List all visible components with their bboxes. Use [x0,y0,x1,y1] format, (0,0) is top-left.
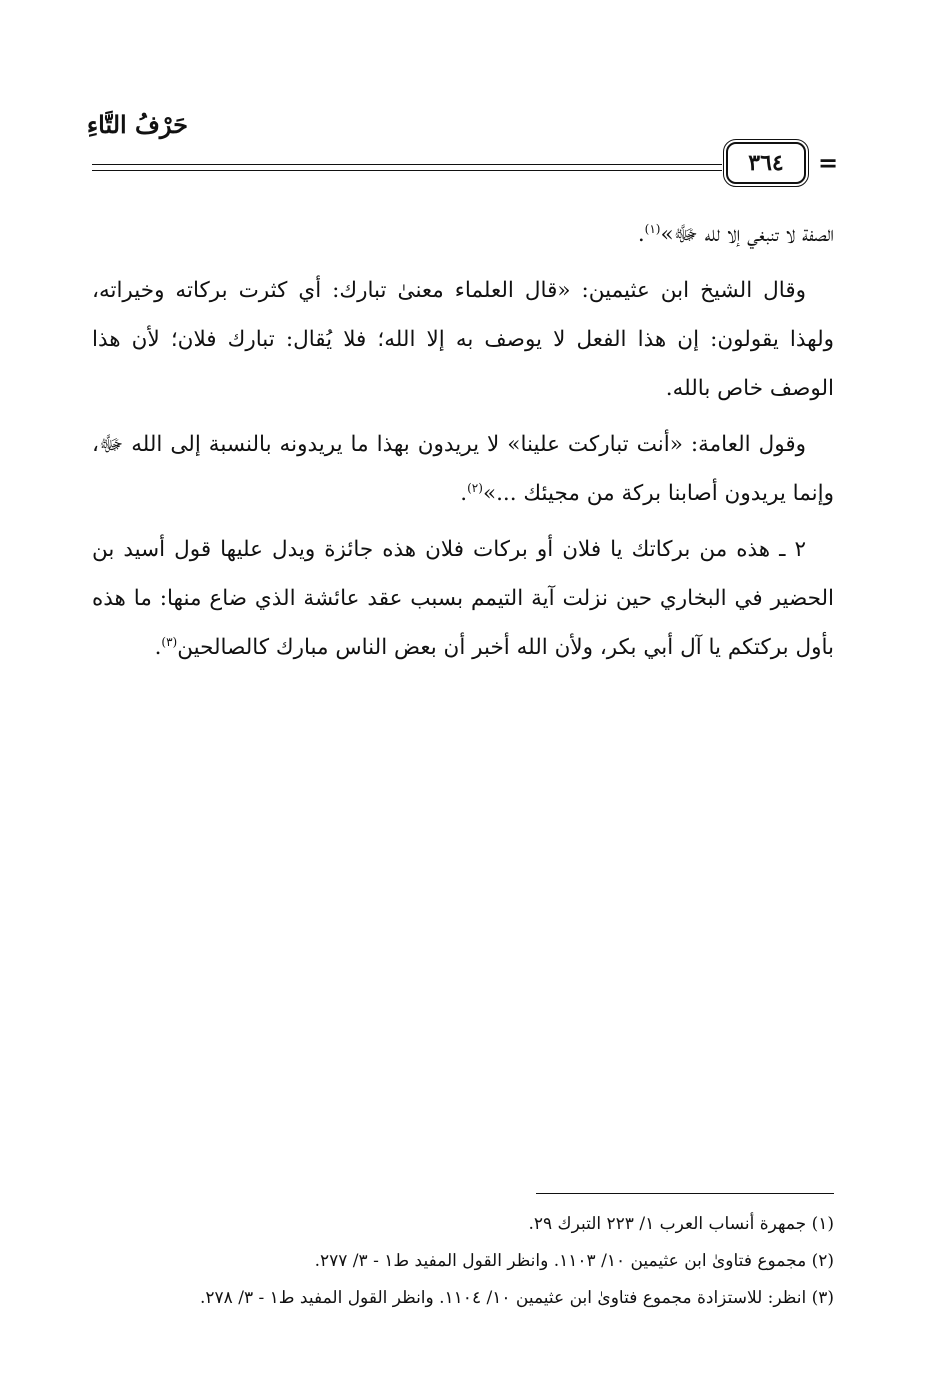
paragraph-4-end: . [154,635,162,660]
paragraph-1-end: . [637,222,645,247]
footnote-ref-1: (١) [644,221,661,236]
header-rule-bottom [92,170,722,171]
paragraph-1-text: الصفة لا تنبغي إلا لله ﷻ» [660,222,834,247]
running-title: حَرْفُ التَّاءِ [86,110,188,139]
paragraph-4-text: ٢ ـ هذه من بركاتك يا فلان أو بركات فلان هذه جائزة ويدل عليها قول أسيد بن الحضير في البخاري حين نزلت آية التيمم بسبب عقد عائشة الذي ضاع منها: ما هذه بأول بركتكم يا آل أبي بكر، ولأن الله أخبر أن بعض الناس مبارك كالصالحين [92,537,834,660]
paragraph-3 [92,420,834,518]
paragraph-3-text: وقول العامة: «أنت تباركت علينا» لا يريدون بهذا ما يريدونه بالنسبة إلى الله ﷻ، وإنما يريدون أصابنا بركة من مجيئك ...» [92,432,834,506]
main-text [92,210,834,679]
footnotes [92,1206,834,1317]
footnote-3: (٣) انظر: للاستزادة مجموع فتاوىٰ ابن عثيمين ١٠/ ١١٠٤. وانظر القول المفيد ط١ - ٣/ ٢٧٨. [200,1288,834,1308]
page-number: ٣٦٤ [726,142,806,184]
paragraph-3-end: . [460,481,468,506]
paragraph-2: وقال الشيخ ابن عثيمين: «قال العلماء معنىٰ تبارك: أي كثرت بركاته وخيراته، ولهذا يقولون: إن هذا الفعل لا يوصف به إلا الله؛ فلا يُقال: تبارك فلان؛ لأن هذا الوصف خاص بالله. [92,278,834,401]
footnote-1: (١) جمهرة أنساب العرب ١/ ٢٢٣ التبرك ٢٩. [528,1214,834,1234]
footnote-ref-2: (٢) [467,480,483,495]
header-mark: = [818,148,839,177]
paragraph-1 [92,210,834,259]
footnote-ref-3: (٣) [161,634,178,649]
paragraph-4 [92,525,834,672]
footnote-separator [536,1193,834,1194]
footnote-2: (٢) مجموع فتاوىٰ ابن عثيمين ١٠/ ١١٠٣. وانظر القول المفيد ط١ - ٣/ ٢٧٧. [314,1251,834,1271]
header-rule-top [92,164,722,165]
